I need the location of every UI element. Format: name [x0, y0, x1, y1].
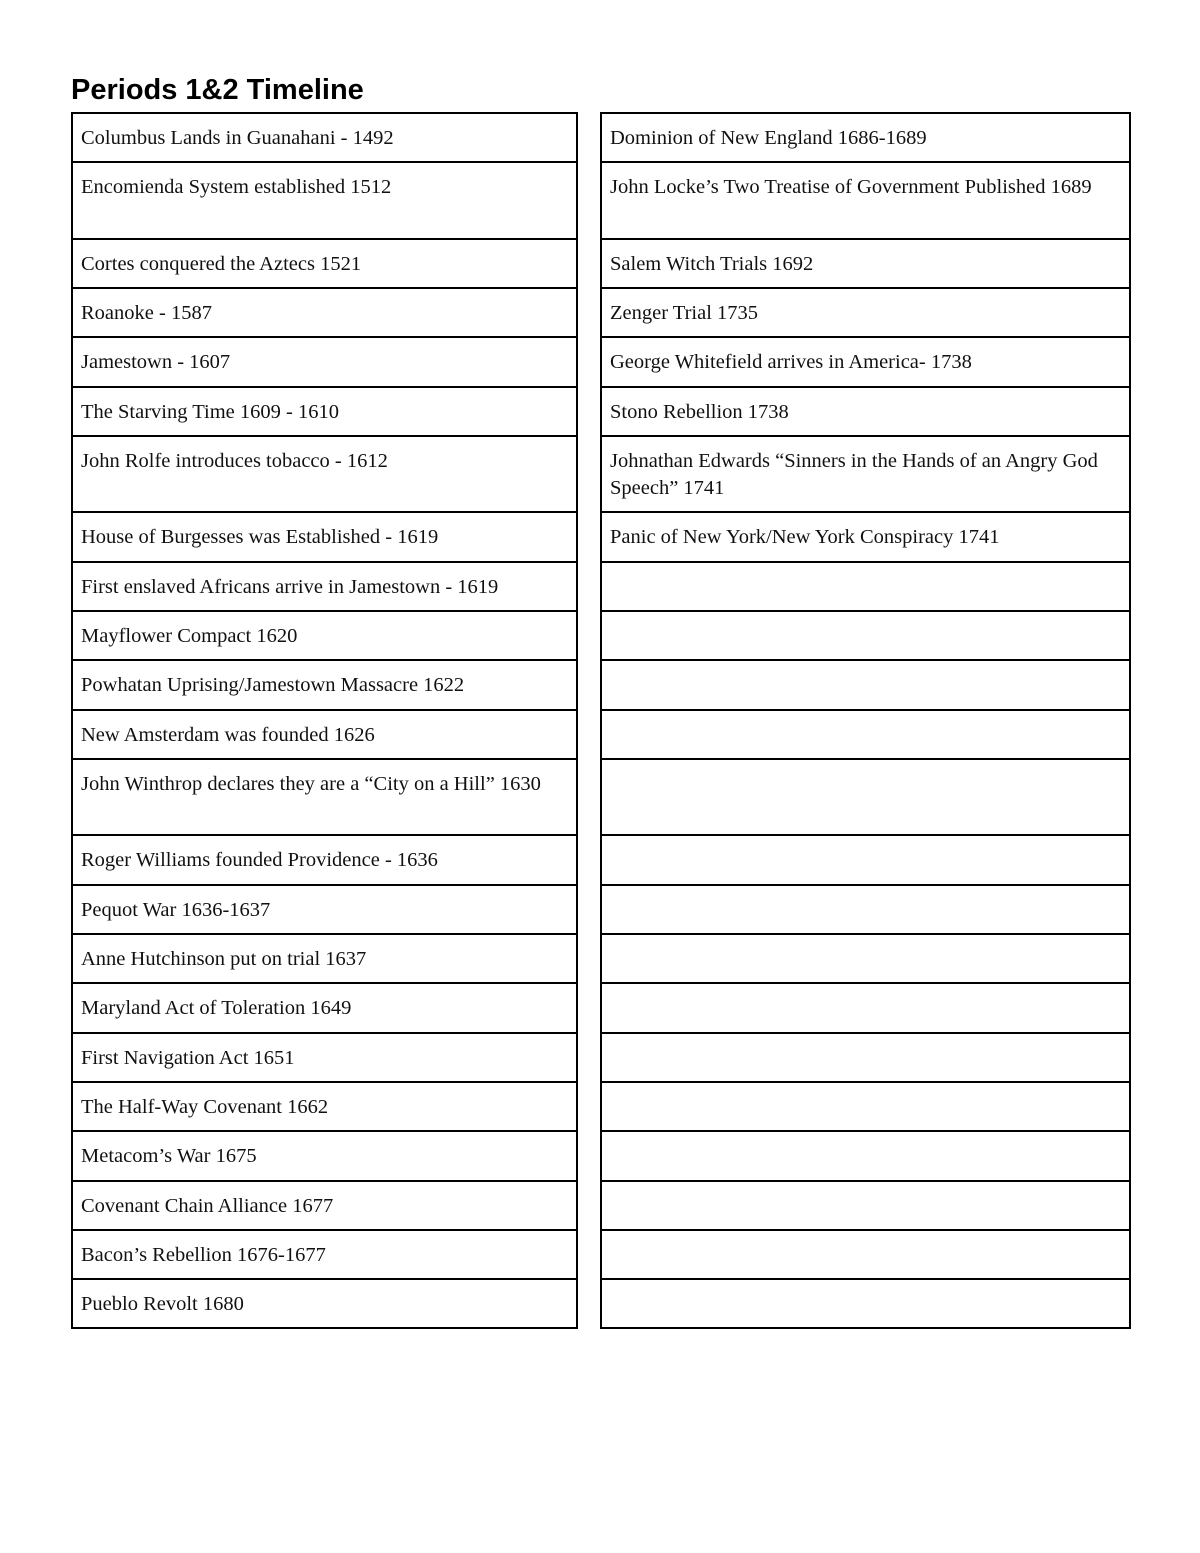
table-row	[72, 436, 577, 513]
table-row	[72, 512, 577, 561]
table-row	[601, 512, 1130, 561]
table-row	[72, 162, 577, 239]
table-row	[72, 835, 577, 884]
timeline-cell: Jamestown - 1607	[72, 337, 577, 386]
table-row	[601, 113, 1130, 162]
empty-timeline-cell	[601, 660, 1130, 709]
table-row	[72, 611, 577, 660]
table-row	[601, 1131, 1130, 1180]
table-row	[72, 759, 577, 836]
timeline-cell: Stono Rebellion 1738	[601, 387, 1130, 436]
timeline-cell: New Amsterdam was founded 1626	[72, 710, 577, 759]
table-row	[72, 885, 577, 934]
table-row	[72, 1181, 577, 1230]
table-row	[601, 934, 1130, 983]
timeline-cell: Roger Williams founded Providence - 1636	[72, 835, 577, 884]
timeline-cell: John Winthrop declares they are a “City on a Hill” 1630	[72, 759, 577, 836]
timeline-cell: John Rolfe introduces tobacco - 1612	[72, 436, 577, 513]
table-row	[72, 239, 577, 288]
table-row	[72, 288, 577, 337]
timeline-cell: Johnathan Edwards “Sinners in the Hands of an Angry God Speech” 1741	[601, 436, 1130, 513]
table-row	[601, 1279, 1130, 1328]
table-row	[72, 660, 577, 709]
timeline-cell: John Locke’s Two Treatise of Government Published 1689	[601, 162, 1130, 239]
table-row	[601, 436, 1130, 513]
table-row	[72, 562, 577, 611]
timeline-cell: Columbus Lands in Guanahani - 1492	[72, 113, 577, 162]
timeline-cell: Pequot War 1636-1637	[72, 885, 577, 934]
table-row	[72, 113, 577, 162]
timeline-cell: Anne Hutchinson put on trial 1637	[72, 934, 577, 983]
empty-timeline-cell	[601, 934, 1130, 983]
empty-timeline-cell	[601, 1131, 1130, 1180]
table-row	[601, 1033, 1130, 1082]
table-row	[601, 337, 1130, 386]
table-row	[601, 562, 1130, 611]
table-row	[601, 983, 1130, 1032]
timeline-cell: House of Burgesses was Established - 1619	[72, 512, 577, 561]
table-row	[72, 1279, 577, 1328]
timeline-cell: First Navigation Act 1651	[72, 1033, 577, 1082]
timeline-cell: Encomienda System established 1512	[72, 162, 577, 239]
table-row	[601, 835, 1130, 884]
empty-timeline-cell	[601, 1181, 1130, 1230]
timeline-cell: Panic of New York/New York Conspiracy 1741	[601, 512, 1130, 561]
table-row	[72, 1082, 577, 1131]
timeline-cell: Metacom’s War 1675	[72, 1131, 577, 1180]
table-row	[601, 759, 1130, 836]
timeline-cell: George Whitefield arrives in America- 1738	[601, 337, 1130, 386]
empty-timeline-cell	[601, 1279, 1130, 1328]
table-row	[601, 387, 1130, 436]
table-row	[72, 1230, 577, 1279]
empty-timeline-cell	[601, 562, 1130, 611]
table-row	[72, 1033, 577, 1082]
page-title: Periods 1&2 Timeline	[71, 74, 364, 106]
table-row	[601, 1082, 1130, 1131]
timeline-cell: Cortes conquered the Aztecs 1521	[72, 239, 577, 288]
table-row	[72, 934, 577, 983]
empty-timeline-cell	[601, 611, 1130, 660]
timeline-cell: Mayflower Compact 1620	[72, 611, 577, 660]
empty-timeline-cell	[601, 1033, 1130, 1082]
table-row	[72, 387, 577, 436]
timeline-table-left	[71, 112, 578, 1329]
timeline-cell: Powhatan Uprising/Jamestown Massacre 1622	[72, 660, 577, 709]
table-row	[601, 239, 1130, 288]
empty-timeline-cell	[601, 835, 1130, 884]
table-row	[601, 288, 1130, 337]
timeline-cell: Covenant Chain Alliance 1677	[72, 1181, 577, 1230]
table-row	[601, 660, 1130, 709]
timeline-cell: First enslaved Africans arrive in Jamestown - 1619	[72, 562, 577, 611]
timeline-cell: Maryland Act of Toleration 1649	[72, 983, 577, 1032]
table-row	[601, 1181, 1130, 1230]
timeline-cell: Dominion of New England 1686-1689	[601, 113, 1130, 162]
timeline-cell: The Half-Way Covenant 1662	[72, 1082, 577, 1131]
table-row	[601, 885, 1130, 934]
empty-timeline-cell	[601, 983, 1130, 1032]
table-row	[72, 983, 577, 1032]
timeline-table-right	[600, 112, 1131, 1329]
table-row	[601, 162, 1130, 239]
table-row	[72, 710, 577, 759]
empty-timeline-cell	[601, 759, 1130, 836]
empty-timeline-cell	[601, 1082, 1130, 1131]
table-row	[72, 337, 577, 386]
timeline-cell: Roanoke - 1587	[72, 288, 577, 337]
timeline-cell: The Starving Time 1609 - 1610	[72, 387, 577, 436]
table-row	[601, 611, 1130, 660]
empty-timeline-cell	[601, 710, 1130, 759]
timeline-cell: Pueblo Revolt 1680	[72, 1279, 577, 1328]
table-row	[72, 1131, 577, 1180]
table-row	[601, 710, 1130, 759]
timeline-cell: Zenger Trial 1735	[601, 288, 1130, 337]
timeline-cell: Bacon’s Rebellion 1676-1677	[72, 1230, 577, 1279]
timeline-cell: Salem Witch Trials 1692	[601, 239, 1130, 288]
empty-timeline-cell	[601, 1230, 1130, 1279]
empty-timeline-cell	[601, 885, 1130, 934]
table-row	[601, 1230, 1130, 1279]
